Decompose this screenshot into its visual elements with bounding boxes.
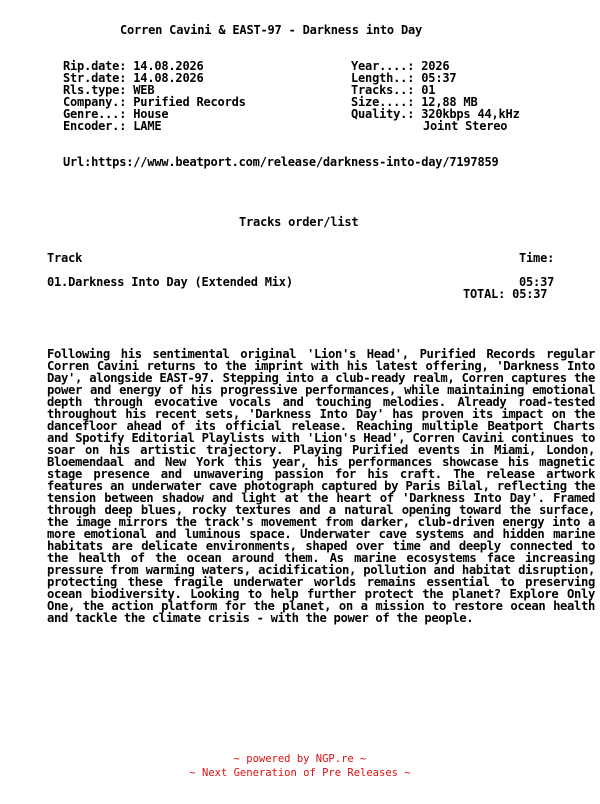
info-label: Encoder.: xyxy=(63,119,127,133)
track-column-label: Track xyxy=(47,251,83,265)
release-description: Following his sentimental original 'Lion's Head', Purified Records regular Corren Cavini returns to the imprint with his latest offering, 'Darkness Into Day', alongside EAST-97. Stepping into a club-ready realm, Corren captures the power and energy of his progressive performances, while maintaining emotional depth through evocative vocals and touching melodies. Already road-tested throughout his recent sets, 'Darkness Into Day' has proven its impact on the dancefloor ahead of its official release. Reaching multiple Beatport Charts and Spotify Editorial Playlists with 'Lion's Head', Corren Cavini continues to soar on his artistic trajectory. Playing Purified events in Miami, London, Bloemendaal and New York this year, his performances showcase his magnetic stage presence and unwavering passion for his craft. The release artwork features an underwater cave photograph captured by Paris Bilal, reflecting the tension between shadow and light at the heart of 'Darkness Into Day'. Framed through deep blues, rocky textures and a natural opening toward the surface, the image mirrors the track's movement from darker, club-driven energy into a more emotional and luminous space. Underwater cave systems and hidden marine habitats are delicate environments, shaped over time and deeply connected to the health of the ocean around them. As marine ecosystems face increasing pressure from warming waters, acidification, pollution and habitat disruption, protecting these fragile underwater worlds remains essential to preserving ocean biodiversity. Looking to help further protect the planet? Explore Only One, the action platform for the planet, on a mission to restore ocean health and tackle the climate crisis - with the power of the people. xyxy=(47,347,595,625)
info-value: 2026 xyxy=(421,59,450,73)
info-label: Company.: xyxy=(63,95,127,109)
info-value: 12,88 MB xyxy=(421,95,478,109)
info-value: House xyxy=(133,107,169,121)
footer-tagline: ~ Next Generation of Pre Releases ~ xyxy=(189,767,411,779)
info-label: Quality.: xyxy=(351,107,415,121)
info-label: Tracks..: xyxy=(351,83,415,97)
release-url: Url:https://www.beatport.com/release/darkness-into-day/7197859 xyxy=(63,155,499,169)
release-title: Corren Cavini & EAST-97 - Darkness into Day xyxy=(120,23,423,37)
info-value: LAME xyxy=(133,119,162,133)
track-name: 01.Darkness Into Day (Extended Mix) xyxy=(47,275,293,289)
time-column-label: Time: xyxy=(519,251,555,265)
info-value: 01 xyxy=(421,83,436,97)
info-label: Year....: xyxy=(351,59,415,73)
track-time: 05:37 xyxy=(519,275,555,289)
info-label: Rls.type: xyxy=(63,83,127,97)
info-label: Genre...: xyxy=(63,107,127,121)
info-value: WEB xyxy=(133,83,155,97)
info-label: Rip.date: xyxy=(63,59,127,73)
total-time: TOTAL: 05:37 xyxy=(463,287,548,301)
info-label: Length..: xyxy=(351,71,415,85)
info-encoder xyxy=(63,120,161,132)
info-label: Size....: xyxy=(351,95,415,109)
info-value: 14.08.2026 xyxy=(133,71,204,85)
info-value: 14.08.2026 xyxy=(133,59,204,73)
info-value: Purified Records xyxy=(133,95,246,109)
info-value: 320kbps 44,kHz xyxy=(421,107,520,121)
footer-powered-by: ~ powered by NGP.re ~ xyxy=(233,753,367,765)
info-quality-extra: Joint Stereo xyxy=(423,119,508,133)
tracks-heading: Tracks order/list xyxy=(239,215,359,229)
info-value: 05:37 xyxy=(421,71,457,85)
info-label: Str.date: xyxy=(63,71,127,85)
